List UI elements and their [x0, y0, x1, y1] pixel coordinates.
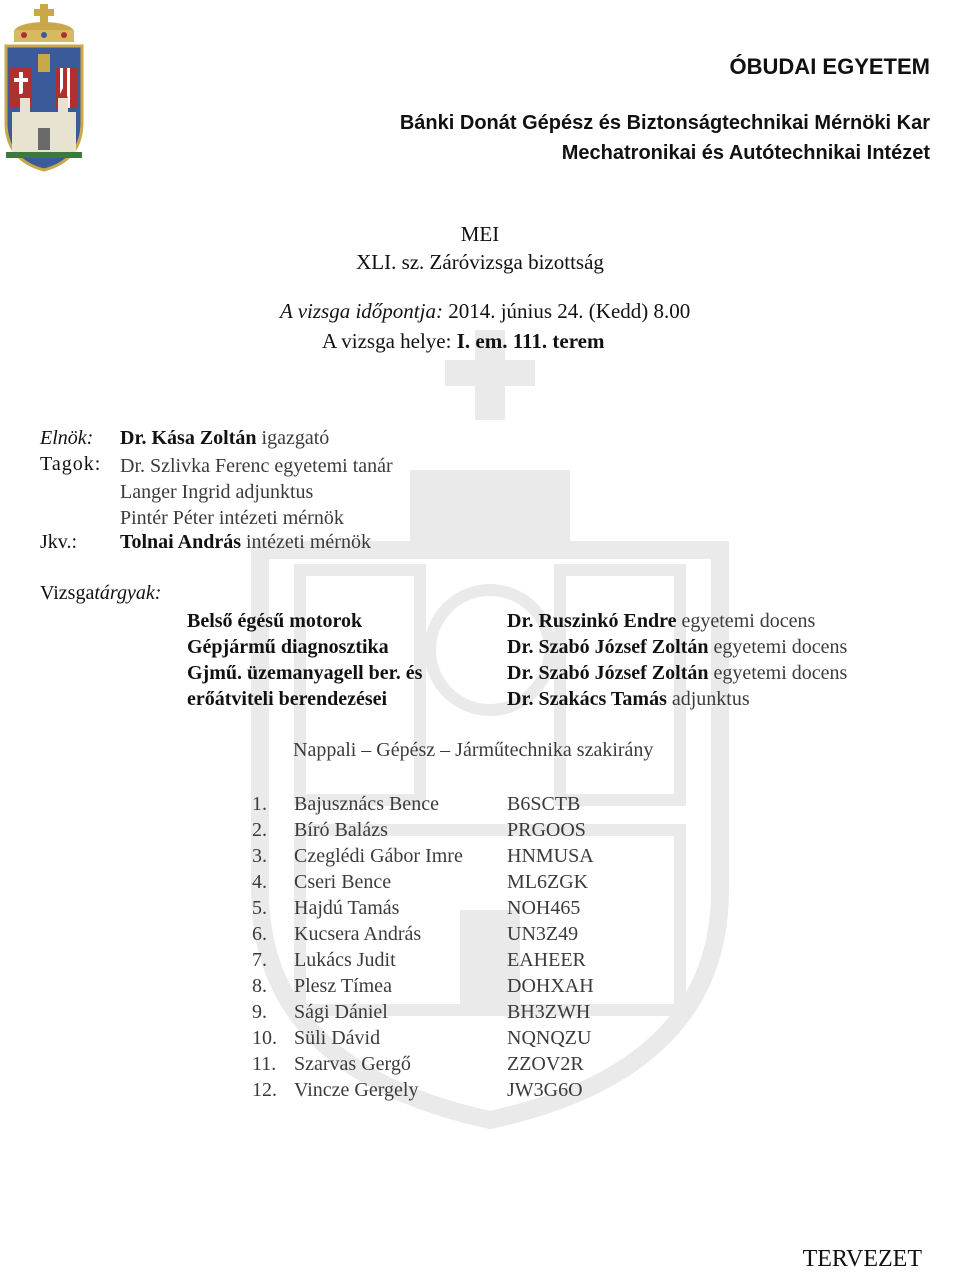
student-number: 5.	[252, 897, 267, 919]
examiner-name: Dr. Szabó József Zoltán	[507, 662, 709, 684]
student-row	[252, 947, 594, 973]
subject-row	[187, 660, 847, 686]
student-number: 7.	[252, 949, 267, 971]
student-name: Bíró Balázs	[294, 819, 388, 841]
subjects-label	[40, 582, 161, 605]
student-code: JW3G6O	[507, 1079, 583, 1101]
student-code: BH3ZWH	[507, 1001, 591, 1023]
secretary-label: Jkv.:	[40, 531, 78, 553]
student-code: PRGOOS	[507, 819, 586, 841]
student-code: NQNQZU	[507, 1027, 592, 1049]
student-name: Lukács Judit	[294, 949, 396, 971]
chair-label: Elnök:	[40, 427, 94, 449]
examiner-name: Dr. Szakács Tamás	[507, 688, 667, 710]
exam-place-value: I. em. 111. terem	[456, 329, 605, 353]
examiner-role: adjunktus	[671, 688, 750, 710]
student-name: Czeglédi Gábor Imre	[294, 845, 463, 867]
student-number: 10.	[252, 1027, 277, 1049]
title-line-2: XLI. sz. Záróvizsga bizottság	[356, 250, 604, 274]
student-row	[252, 843, 594, 869]
secretary-role: intézeti mérnök	[246, 531, 371, 553]
student-code: EAHEER	[507, 949, 586, 971]
student-row	[252, 999, 594, 1025]
examiner-role: egyetemi docens	[681, 610, 816, 632]
student-number: 6.	[252, 923, 267, 945]
student-code: UN3Z49	[507, 923, 579, 945]
member-item: Dr. Szlivka Ferenc egyetemi tanár	[120, 455, 393, 477]
university-crest-logo	[2, 2, 86, 172]
examiner-role: egyetemi docens	[713, 662, 848, 684]
student-code: ZZOV2R	[507, 1053, 584, 1075]
student-code: B6SCTB	[507, 793, 581, 815]
member-item: Langer Ingrid adjunktus	[120, 481, 314, 503]
student-number: 4.	[252, 871, 267, 893]
document-title	[0, 220, 960, 276]
subject-examiner	[507, 686, 847, 712]
subjects-table	[187, 608, 847, 712]
exam-place-label: A vizsga helye:	[322, 329, 452, 353]
examiner-name: Dr. Ruszinkó Endre	[507, 610, 677, 632]
chair-role: igazgató	[261, 427, 330, 449]
student-name: Bajusznács Bence	[294, 793, 439, 815]
subject-row	[187, 634, 847, 660]
subject-name: Gjmű. üzemanyagell ber. és	[187, 662, 423, 684]
examiner-name: Dr. Szabó József Zoltán	[507, 636, 709, 658]
student-code: HNMUSA	[507, 845, 594, 867]
chair-name: Dr. Kása Zoltán	[120, 427, 257, 449]
members-list	[120, 453, 393, 531]
subject-name: Belső égésű motorok	[187, 610, 363, 632]
institute-name: Mechatronikai és Autótechnikai Intézet	[561, 142, 930, 164]
student-row	[252, 1025, 594, 1051]
student-number: 3.	[252, 845, 267, 867]
subject-examiner	[507, 634, 847, 660]
students-table	[252, 791, 594, 1103]
examiner-role: egyetemi docens	[713, 636, 848, 658]
student-row	[252, 895, 594, 921]
student-name: Szarvas Gergő	[294, 1053, 411, 1075]
student-code: NOH465	[507, 897, 581, 919]
student-number: 12.	[252, 1079, 277, 1101]
student-row	[252, 1077, 594, 1103]
faculty-block	[400, 108, 930, 168]
subject-name: erőátviteli berendezései	[187, 688, 388, 710]
student-number: 8.	[252, 975, 267, 997]
exam-info	[280, 296, 690, 356]
exam-place-row	[280, 326, 690, 356]
draft-label: TERVEZET	[802, 1246, 922, 1272]
student-code: ML6ZGK	[507, 871, 589, 893]
student-number: 2.	[252, 819, 267, 841]
student-number: 9.	[252, 1001, 267, 1023]
subject-row	[187, 608, 847, 634]
university-name: ÓBUDAI EGYETEM	[729, 54, 930, 79]
program-line: Nappali – Gépész – Járműtechnika szakirány	[293, 739, 654, 761]
students-body	[252, 791, 594, 1103]
faculty-name: Bánki Donát Gépész és Biztonságtechnikai Mérnöki Kar	[399, 112, 930, 134]
exam-time-value: 2014. június 24. (Kedd) 8.00	[448, 299, 691, 323]
student-row	[252, 791, 594, 817]
student-name: Vincze Gergely	[294, 1079, 419, 1101]
members-label: Tagok:	[40, 453, 102, 475]
student-row	[252, 869, 594, 895]
subjects-label-b: tárgyak:	[94, 582, 162, 604]
student-name: Hajdú Tamás	[294, 897, 400, 919]
student-row	[252, 1051, 594, 1077]
subjects-label-a: Vizsga	[40, 582, 95, 604]
student-number: 11.	[252, 1053, 277, 1075]
student-row	[252, 973, 594, 999]
student-row	[252, 921, 594, 947]
student-name: Sági Dániel	[294, 1001, 388, 1023]
student-code: DOHXAH	[507, 975, 594, 997]
secretary-name: Tolnai András	[120, 531, 241, 553]
student-name: Plesz Tímea	[294, 975, 392, 997]
title-line-1: MEI	[460, 222, 500, 246]
student-row	[252, 817, 594, 843]
subject-name: Gépjármű diagnosztika	[187, 636, 389, 658]
student-number: 1.	[252, 793, 267, 815]
exam-time-row	[280, 296, 690, 326]
subject-examiner	[507, 608, 847, 634]
chair-row	[120, 427, 329, 450]
subject-examiner	[507, 660, 847, 686]
student-name: Süli Dávid	[294, 1027, 381, 1049]
student-name: Kucsera András	[294, 923, 422, 945]
subject-row	[187, 686, 847, 712]
secretary-row	[120, 531, 371, 554]
member-item: Pintér Péter intézeti mérnök	[120, 507, 344, 529]
student-name: Cseri Bence	[294, 871, 392, 893]
exam-time-label: A vizsga időpontja:	[280, 299, 443, 323]
